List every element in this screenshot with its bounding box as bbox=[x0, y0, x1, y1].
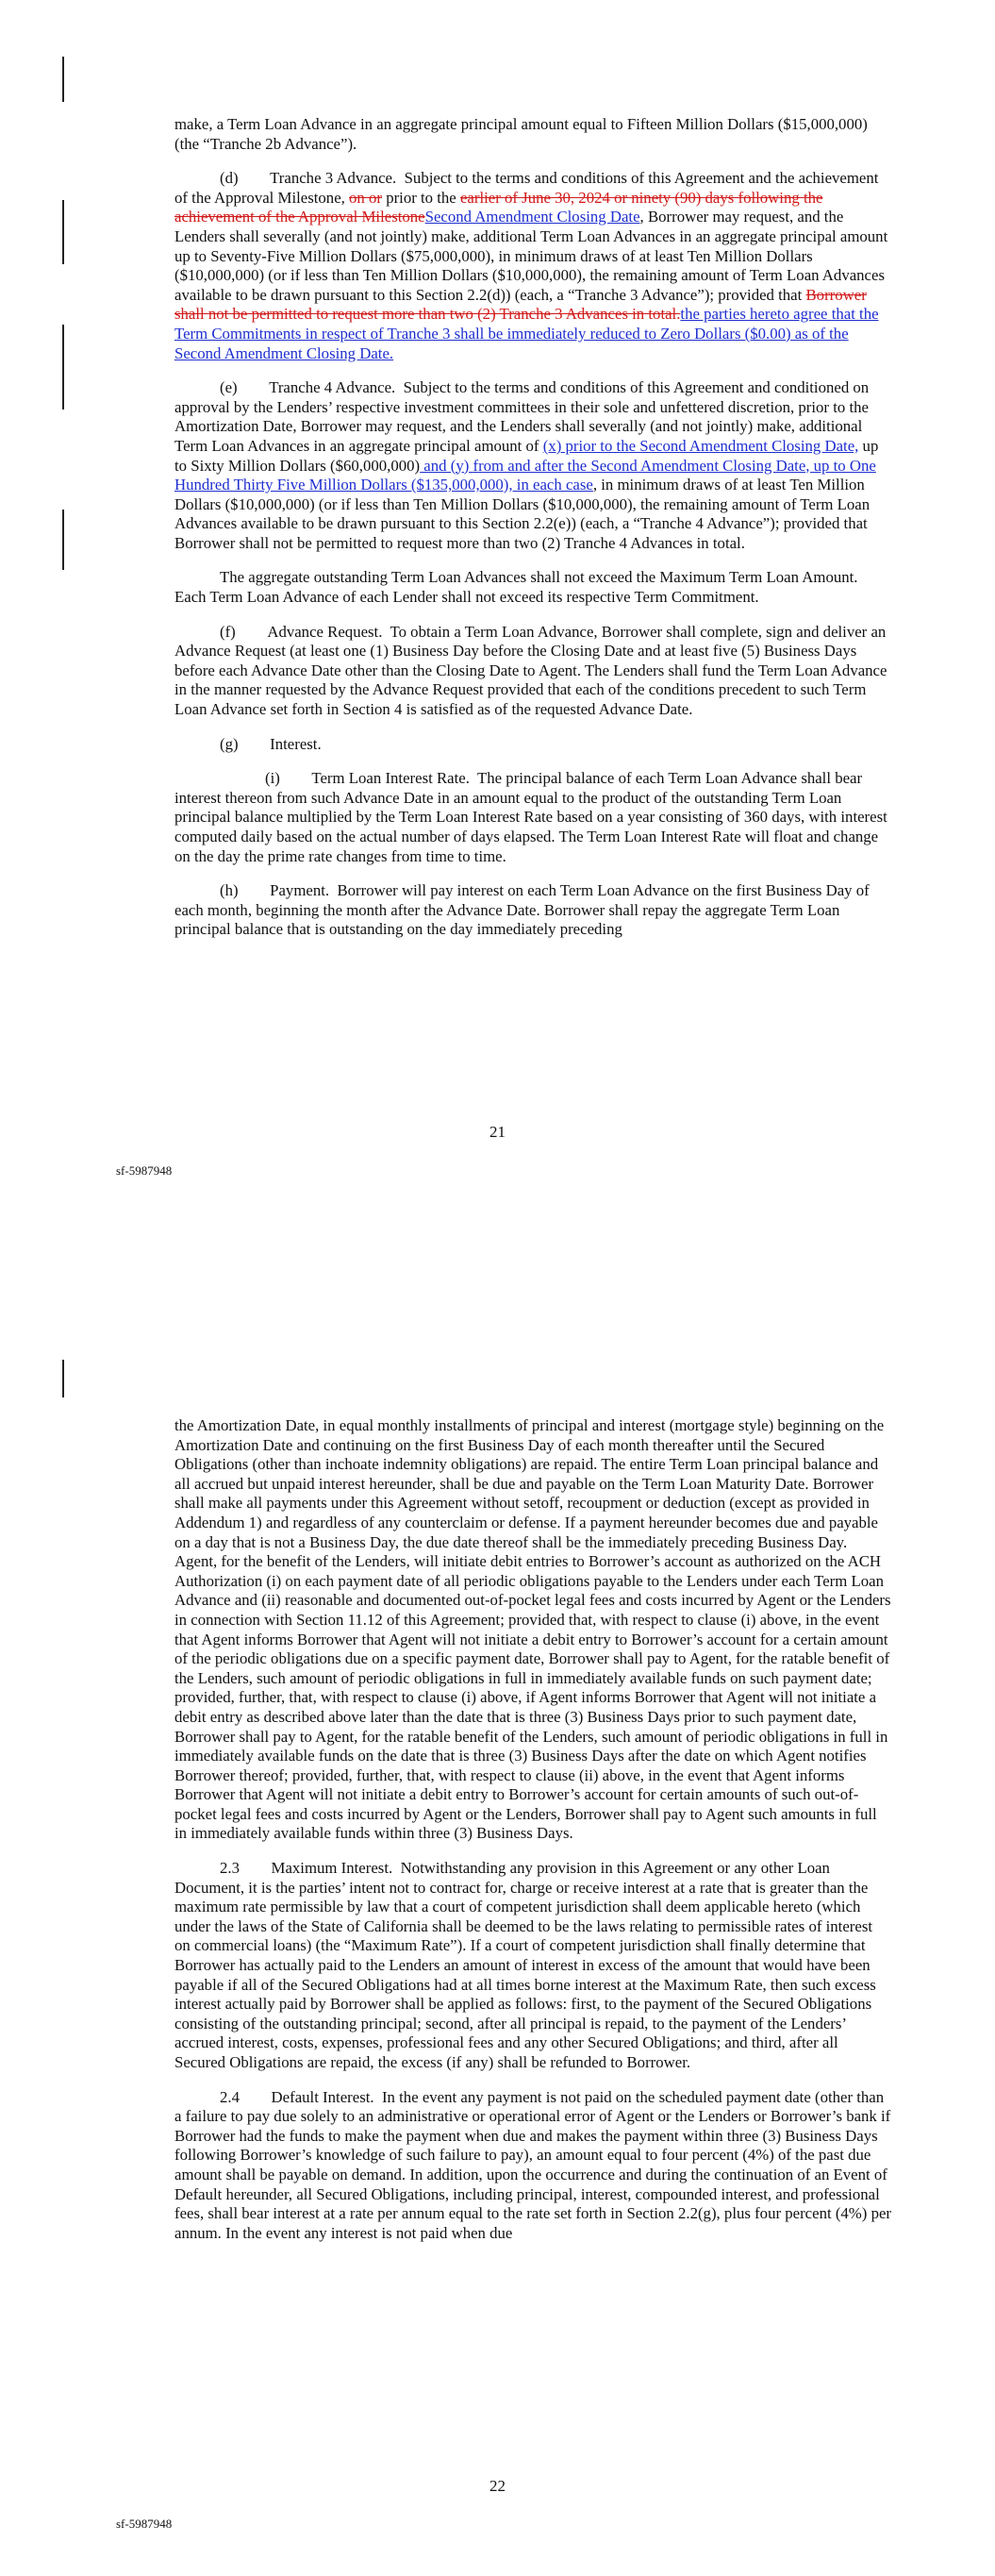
body-text: Subject to the terms and conditions of this Agreement and the achievement of the Approval Milestone, bbox=[174, 169, 879, 207]
body-text: Borrower will pay interest on each Term Loan Advance on the first Business Day of each month, beginning the month after the Advance Date. Borrower shall repay the aggregate Term Loan principal balance that is outstanding on the day immediately preceding bbox=[174, 881, 870, 939]
change-bar bbox=[62, 200, 64, 264]
paragraph-intro: make, a Term Loan Advance in an aggregate principal amount equal to Fifteen Million Dollars ($15,000,000) (the “Tranche 2b Advance”). bbox=[174, 115, 868, 153]
body-text: Notwithstanding any provision in this Agreement or any other Loan Document, it is the parties’ intent not to contract for, charge or receive interest at a rate that is greater than the maximum rate permissible by law that a court of competent jurisdiction shall deem applicable hereto (which under the laws of the State of California shall be deemed to be the laws relating to permissible rates of interest on commercial loans) (the “Maximum Rate”). If a court of competent jurisdiction shall finally determine that Borrower has actually paid to the Lenders an amount of interest in excess of the amount that would have been payable if all of the Secured Obligations had at all times borne interest at the Maximum Rate, then such excess interest actually paid by Borrower shall be applied as follows: first, to the payment of the Secured Obligations consisting of the outstanding principal; second, after all principal is repaid, to the payment of the Lenders’ accrued interest, costs, expenses, professional fees and any other Secured Obligations; and third, after all Secured Obligations are repaid, the excess (if any) shall be refunded to Borrower. bbox=[174, 1859, 876, 2071]
inserted-text: Second Amendment Closing Date bbox=[424, 208, 640, 226]
document-id: sf-5987948 bbox=[116, 1163, 173, 1178]
section-label: 2.3 bbox=[220, 1859, 240, 1878]
section-2-4 bbox=[174, 2088, 891, 2244]
inserted-text: the parties hereto agree that the Term Commitments in respect of Tranche 3 shall be immediately reduced to Zero Dollars ($0.00) as of the Second Amendment Closing Date. bbox=[174, 305, 879, 362]
section-title: Default Interest. bbox=[271, 2087, 374, 2106]
change-bar bbox=[62, 1360, 64, 1397]
clause-label: (f) bbox=[220, 622, 236, 641]
section-2-2-h bbox=[174, 881, 891, 940]
clause-label: (g) bbox=[220, 734, 239, 753]
body-text: In the event any payment is not paid on the scheduled payment date (other than a failure to pay due solely to an administrative or operational error of Agent or the Lenders or Borrower’s bank if Borrower had the funds to make the payment when due and makes the payment within three (3) Business Days following Borrower’s knowledge of such failure to pay), an amount equal to four percent (4%) of the past due amount shall be payable on demand. In addition, upon the occurrence and during the continuation of an Event of Default hereunder, all Secured Obligations, including principal, interest, compounded interest, and professional fees, shall bear interest at a rate per annum equal to the rate set forth in Section 2.2(g), plus four percent (4%) per annum. In the event any interest is not paid when due bbox=[174, 2087, 891, 2242]
inserted-text: and (y) from and after the Second Amendment Closing Date, up to One Hundred Thirty Five Million Dollars ($135,000,000), in each case bbox=[174, 456, 876, 494]
body-text: prior to the bbox=[382, 188, 460, 207]
clause-title: Interest. bbox=[270, 734, 322, 753]
body-text: , in minimum draws of at least Ten Million Dollars ($10,000,000) (or if less than Ten Million Dollars ($10,000,000), the remaining amount of Term Loan Advances available to be drawn pursuant to this Section 2.2(e)) (each, a “Tranche 4 Advance”); provided that Borrower shall not be permitted to request more than two (2) Tranche 4 Advances in total. bbox=[174, 476, 871, 552]
clause-title: Tranche 3 Advance. bbox=[270, 169, 397, 188]
body-text: The principal balance of each Term Loan Advance shall bear interest thereon from such Advance Date in an amount equal to the product of the outstanding Term Loan principal balance multiplied by the Term Loan Interest Rate based on a year consisting of 360 days, with interest computed daily based on the actual number of days elapsed. The Term Loan Interest Rate will float and change on the day the prime rate changes from time to time. bbox=[174, 769, 887, 865]
section-2-3 bbox=[174, 1859, 891, 2073]
clause-label: (d) bbox=[220, 169, 239, 188]
section-label: 2.4 bbox=[220, 2087, 240, 2106]
clause-label: (e) bbox=[220, 378, 238, 397]
page-number: 21 bbox=[489, 1123, 506, 1141]
paragraph-aggregate: The aggregate outstanding Term Loan Advances shall not exceed the Maximum Term Loan Amount. Each Term Loan Advance of each Lender shall not exceed its respective Term Commitment. bbox=[174, 568, 858, 607]
change-bar bbox=[62, 57, 64, 102]
change-bar bbox=[62, 510, 64, 570]
section-2-2-g-i bbox=[174, 769, 891, 866]
clause-title: Tranche 4 Advance. bbox=[269, 378, 396, 397]
page-22 bbox=[0, 1288, 995, 2576]
clause-title: Term Loan Interest Rate. bbox=[311, 769, 470, 788]
deleted-text: Borrower shall not be permitted to request more than two (2) Tranche 3 Advances in total. bbox=[174, 285, 867, 324]
clause-title: Advance Request. bbox=[267, 622, 383, 641]
page-number: 22 bbox=[489, 2477, 506, 2495]
body-text: , Borrower may request, and the Lenders shall severally (and not jointly) make, additional Term Loan Advances in an aggregate principal amount up to Seventy-Five Million Dollars ($75,000,000), in minimum draws of at least Ten Million Dollars ($10,000,000) (or if less than Ten Million Dollars ($10,000,000), the remaining amount of Term Loan Advances available to be drawn pursuant to this Section 2.2(d)) (each, a “Tranche 3 Advance”); provided that bbox=[174, 208, 888, 304]
body-text: Subject to the terms and conditions of this Agreement and conditioned on approval by the Lenders’ respective investment committees in their sole and unfettered discretion, prior to the Amortization Date, Borrower may request, and the Lenders shall severally (and not jointly) make, additional Term Loan Advances in an aggregate principal amount of bbox=[174, 378, 870, 455]
deleted-text: earlier of June 30, 2024 or ninety (90) days following the achievement of the Approval Milestone bbox=[174, 188, 823, 226]
paragraph-continued: the Amortization Date, in equal monthly installments of principal and interest (mortgage style) beginning on the Amortization Date and continuing on the first Business Day of each month thereafter until the Secured Obligations (other than inchoate indemnity obligations) are repaid. The entire Term Loan principal balance and all accrued but unpaid interest hereunder, shall be due and payable on the Term Loan Maturity Date. Borrower shall make all payments under this Agreement without setoff, recoupment or deduction (except as provided in Addendum 1) and regardless of any counterclaim or defense. If a payment hereunder becomes due and payable on a day that is not a Business Day, the due date thereof shall be the immediately preceding Business Day. Agent, for the benefit of the Lenders, will initiate debit entries to Borrower’s account as authorized on the ACH Authorization (i) on each payment date of all periodic obligations payable to the Lenders under each Term Loan Advance and (ii) reasonable and documented out-of-pocket legal fees and costs incurred by Agent or the Lenders in connection with Section 11.12 of this Agreement; provided that, with respect to clause (i) above, in the event that Agent informs Borrower that Agent will not initiate a debit entry to Borrower’s account for a certain amount of the periodic obligations due on a specific payment date, Borrower shall pay to Agent, for the ratable benefit of the Lenders, such amount of periodic obligations in full in immediately available funds on such payment date; provided, further, that, with respect to clause (i) above, if Agent informs Borrower that Agent will not initiate a debit entry as described above later than the date that is three (3) Business Days prior to such payment date, Borrower shall pay to Agent, for the ratable benefit of the Lenders, such amount of periodic obligations in full in immediately available funds on the date that is three (3) Business Days after the date on which Agent notifies Borrower thereof; provided, further, that, with respect to clause (ii) above, in the event that Agent informs Borrower that Agent will not initiate a debit entry to Borrower’s account for certain amounts of such out-of-pocket legal fees and costs incurred by Agent or the Lenders, Borrower shall pay to Agent such amounts in full in immediately available funds within three (3) Business Days. bbox=[174, 1416, 891, 1843]
section-title: Maximum Interest. bbox=[271, 1859, 393, 1878]
clause-title: Payment. bbox=[270, 881, 330, 900]
section-2-2-d bbox=[174, 169, 891, 363]
section-2-2-g bbox=[174, 735, 891, 755]
change-bar bbox=[62, 325, 64, 410]
clause-label: (i) bbox=[265, 769, 280, 788]
document-id: sf-5987948 bbox=[116, 2517, 173, 2531]
clause-label: (h) bbox=[220, 881, 239, 900]
body-text: up to Sixty Million Dollars ($60,000,000) bbox=[174, 436, 879, 475]
page-22-text bbox=[174, 1416, 891, 2258]
page-21-text bbox=[174, 115, 891, 955]
section-2-2-f bbox=[174, 623, 891, 720]
body-text: To obtain a Term Loan Advance, Borrower shall complete, sign and deliver an Advance Request (at least one (1) Business Day before the Closing Date and at least five (5) Business Days before each Advance Date other than the Closing Date to Agent. The Lenders shall fund the Term Loan Advance in the manner requested by the Advance Request provided that each of the conditions precedent to such Term Loan Advance set forth in Section 4 is satisfied as of the requested Advance Date. bbox=[174, 622, 887, 719]
deleted-text: on or bbox=[349, 188, 382, 207]
inserted-text: (x) prior to the Second Amendment Closing Date, bbox=[542, 436, 859, 455]
section-2-2-e bbox=[174, 378, 891, 553]
